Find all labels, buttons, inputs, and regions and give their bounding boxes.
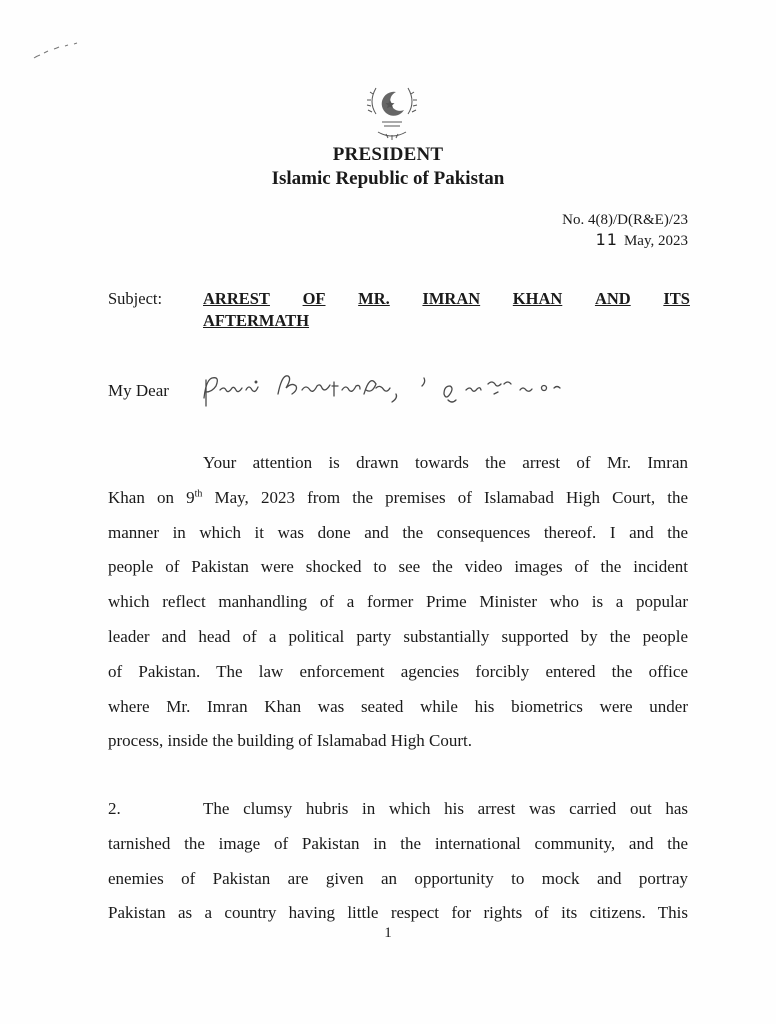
subject-label: Subject: — [108, 289, 163, 308]
paragraph-line — [108, 481, 688, 516]
handwritten-addressee-signature — [198, 360, 578, 420]
paragraph-line — [108, 446, 688, 481]
state-emblem-icon — [352, 78, 432, 144]
subject-word: AND — [594, 289, 631, 308]
reference-date — [596, 230, 688, 250]
margin-scribble — [32, 40, 82, 62]
subject-word: MR. — [358, 289, 390, 308]
paragraph-text: Khan on 9 — [108, 487, 195, 507]
paragraph-line: people of Pakistan were shocked to see the video images of the incident — [108, 557, 688, 577]
office-title: PRESIDENT — [332, 144, 444, 165]
paragraph-text: Your attention is drawn towards the arrest of Mr. Imran — [203, 453, 688, 472]
paragraph-number: 2. — [108, 799, 121, 818]
date-month-year: May, 2023 — [623, 233, 688, 249]
paragraph-line: tarnished the image of Pakistan in the international community, and the — [108, 833, 688, 853]
paragraph-line: of Pakistan. The law enforcement agencies forcibly entered the office — [108, 661, 688, 681]
salutation: My Dear — [108, 381, 169, 400]
paragraph-line: Pakistan as a country having little respect for rights of its citizens. This — [108, 903, 688, 923]
paragraph-line: where Mr. Imran Khan was seated while his biometrics were under — [108, 696, 688, 716]
paragraph-text: The clumsy hubris in which his arrest was carried out has — [203, 799, 688, 818]
paragraph-line — [108, 792, 688, 827]
subject-word: IMRAN — [422, 289, 481, 308]
subject-heading-line1 — [203, 289, 690, 309]
reference-number: No. 4(8)/D(R&E)/23 — [562, 212, 688, 228]
office-subtitle: Islamic Republic of Pakistan — [271, 168, 505, 189]
subject-word: OF — [302, 289, 326, 308]
paragraph-line: enemies of Pakistan are given an opportunity to mock and portray — [108, 868, 688, 888]
paragraph-line: leader and head of a political party substantially supported by the people — [108, 626, 688, 646]
handwritten-day: 11 — [595, 230, 618, 249]
subject-word: KHAN — [512, 289, 563, 308]
subject-word: ITS — [663, 289, 690, 308]
paragraph-2 — [108, 792, 688, 931]
subject-heading-line2: AFTERMATH — [203, 311, 310, 330]
paragraph-line: manner in which it was done and the consequences thereof. I and the — [108, 522, 688, 542]
paragraph-text: May, 2023 from the premises of Islamabad High Court, the — [202, 487, 688, 507]
paragraph-1 — [108, 446, 688, 759]
paragraph-line: which reflect manhandling of a former Prime Minister who is a popular — [108, 592, 688, 612]
page-number: 1 — [384, 925, 392, 941]
paragraph-line: process, inside the building of Islamabad High Court. — [108, 731, 473, 751]
ordinal-suffix: th — [194, 488, 203, 500]
subject-word: ARREST — [203, 289, 270, 308]
